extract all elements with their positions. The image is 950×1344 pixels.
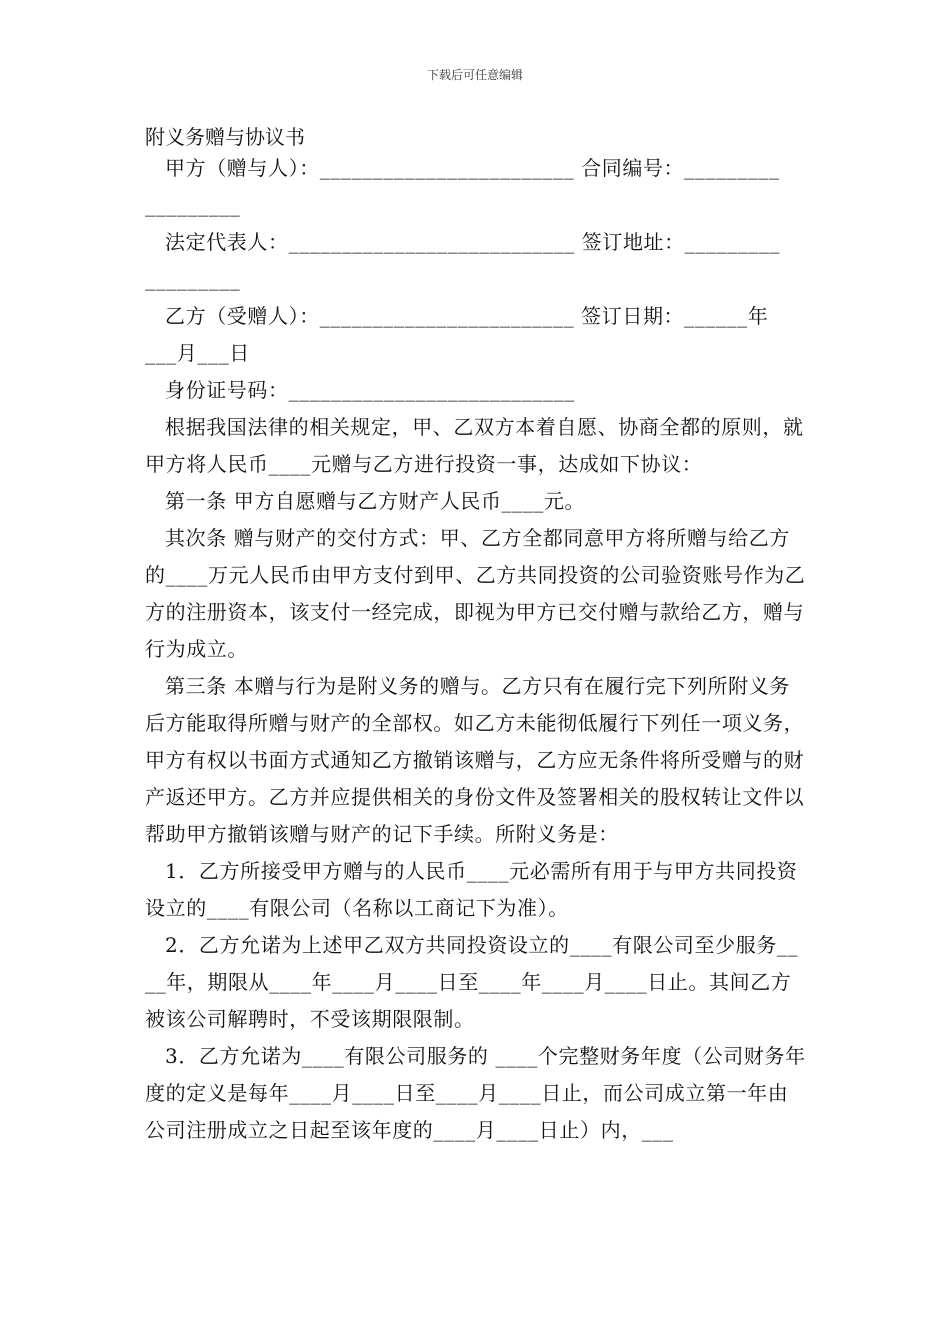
party-a-line: 甲方（赠与人）：________________________ 合同编号：_________ _________	[145, 156, 780, 217]
obligation-2: 2．乙方允诺为上述甲乙双方共同投资设立的____有限公司至少服务____年，期限从____年____月____日至____年____月____日止。其间乙方被该公司解聘时，不受该期限限制。	[145, 933, 799, 1031]
article-3: 第三条 本赠与行为是附义务的赠与。乙方只有在履行完下列所附义务后方能取得所赠与财产的全部权。如乙方未能彻低履行下列任一项义务，甲方有权以书面方式通知乙方撤销该赠与，乙方应无条件将所受赠与的财产返还甲方。乙方并应提供相关的身份文件及签署相关的股权转让文件以帮助甲方撤销该赠与财产的记下手续。所附义务是：	[145, 674, 805, 846]
obligation-3: 3．乙方允诺为____有限公司服务的 ____个完整财务年度（公司财务年度的定义是每年____月____日至____月____日止，而公司成立第一年由公司注册成立之日起至该年度的____月____日止）内，___	[145, 1044, 806, 1142]
id-number-line: 身份证号码：___________________________	[165, 378, 575, 402]
page-header-note: 下载后可任意编辑	[426, 68, 523, 82]
article-1: 第一条 甲方自愿赠与乙方财产人民币____元。	[165, 489, 586, 513]
party-b-line: 乙方（受赠人）：________________________ 签订日期：______年 ___月___日	[145, 304, 769, 365]
document-body	[145, 150, 807, 1149]
preamble-paragraph: 根据我国法律的相关规定，甲、乙双方本着自愿、协商全都的原则，就甲方将人民币____元赠与乙方进行投资一事，达成如下协议：	[145, 415, 804, 476]
article-2: 其次条 赠与财产的交付方式：甲、乙方全都同意甲方将所赠与给乙方的____万元人民币由甲方支付到甲、乙方共同投资的公司验资账号作为乙方的注册资本，该支付一经完成，即视为甲方已交付赠与款给乙方，赠与行为成立。	[145, 526, 806, 661]
obligation-1: 1．乙方所接受甲方赠与的人民币____元必需所有用于与甲方共同投资设立的____有限公司（名称以工商记下为准）。	[145, 859, 798, 920]
legal-representative-line: 法定代表人：___________________________ 签订地址：_________ _________	[145, 230, 781, 291]
document-title: 附义务赠与协议书	[145, 125, 305, 149]
